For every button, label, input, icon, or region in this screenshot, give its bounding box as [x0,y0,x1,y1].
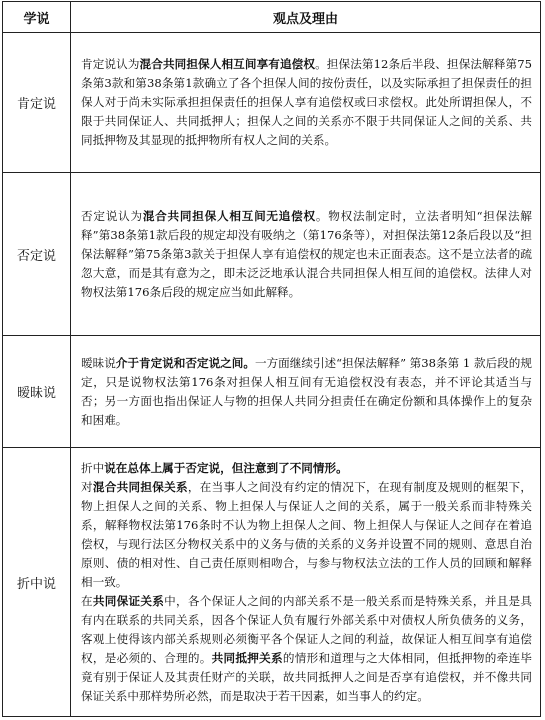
header-doctrine: 学说 [3,2,71,33]
body-text: 。担保法第12条后半段、担保法解释第75条第3款和第38条第1款确立了各个担保人间的按份责任，以及实际承担了担保责任的担保人对于尚未实际承担担保责任的担保人享有追偿权或曰求偿权。此处所谓担保人，不限于共同保证人、共同抵押人；担保人之间的关系亦不限于共同保证人之间的关系、共同抵押物及其显现的抵押物所有权人之间的关系。 [81,57,532,148]
body-text: 。物权法制定时，立法者明知“担保法解释”第38条第1款后段的规定却没有吸纳之（第176条等），对担保法第12条后段以及“担保法解释”第75条第3款关于担保人享有追偿权的规定也未正面表态。这不是立法者的疏忽大意，而是其有意为之，即未泛泛地承认混合共同担保人相互间的追偿权。法律人对物权法第176条后段的规定应当如此解释。 [81,208,532,299]
emphasized-text: 介于肯定说和否定说之间。 [115,355,255,370]
doctrine-label: 暧昧说 [3,335,71,447]
table-row [3,335,541,447]
table-row [3,33,541,173]
emphasized-text: 共同保证关系 [92,593,165,608]
body-text: 的情形和道理与之大体相同，但抵押物的牵连毕竟有别于保证人及其责任财产的关联，故共同抵押人之间是否享有追偿权，并不像共同保证关系中那样势所必然，而是取决于若干因素，如当事人的约定。 [81,650,532,703]
body-text: 中，各个保证人之间的内部关系不是一般关系而是特殊关系，并且是具有内在联系的共同关系，因各个保证人负有履行外部关系中对债权人所负债务的义务，客观上使得该内部关系规则必须衡平各个保证人之间的利益，故保证人相互间享有追偿权，是必须的、合理的。 [81,593,532,665]
body-text: 否定说认为 [81,208,143,223]
content-paragraph [81,207,532,302]
content-paragraph [81,55,532,150]
doctrine-content [71,335,541,447]
table-header-row [3,2,541,33]
doctrine-content [71,33,541,173]
emphasized-text: 混合共同担保人相互间无追偿权 [142,208,316,223]
emphasized-text: 共同抵押关系 [211,650,283,665]
content-paragraph [81,459,532,478]
doctrine-content [71,173,541,335]
body-text: 在 [81,593,93,608]
body-text: 对 [81,479,93,494]
body-text: 折中 [81,460,105,475]
body-text: 一方面继续引述“担保法解释” 第38条第 1 款后段的规定，只是说物权法第176条对担保人相互间有无追偿权没有表态，并不评论其适当与否；另一方面也指出保证人与物的担保人共同分担责任在确定份额和具体操作上的复杂和困难。 [81,355,532,427]
content-paragraph [81,478,532,592]
content-paragraph [81,592,532,706]
header-views-reasons: 观点及理由 [71,2,541,33]
doctrine-label: 否定说 [3,173,71,335]
doctrine-label: 折中说 [3,448,71,717]
table-row [3,173,541,335]
emphasized-text: 混合共同担保关系 [92,479,188,494]
doctrine-label: 肯定说 [3,33,71,173]
doctrine-table [2,1,541,717]
body-text: 肯定说认为 [81,57,140,72]
doctrine-content [71,448,541,717]
table-row [3,448,541,717]
emphasized-text: 混合共同担保人相互间享有追偿权 [139,57,316,72]
body-text: ，在当事人之间没有约定的情况下，在现有制度及规则的框架下，物上担保人之间的关系、物上担保人与保证人之间的关系，属于一般关系而非特殊关系，解释物权法第176条时不认为物上担保人之间、物上担保人与保证人之间存在着追偿权，与现行法区分物权关系中的义务与债的关系的义务并设置不同的规则、意思自治原则、债的相对性、自己责任原则相吻合，与参与物权法立法的工作人员的回顾和解释相一致。 [81,479,532,589]
body-text: 暧昧说 [81,355,116,370]
emphasized-text: 说在总体上属于否定说，但注意到了不同情形。 [104,460,348,475]
content-paragraph [81,354,532,430]
